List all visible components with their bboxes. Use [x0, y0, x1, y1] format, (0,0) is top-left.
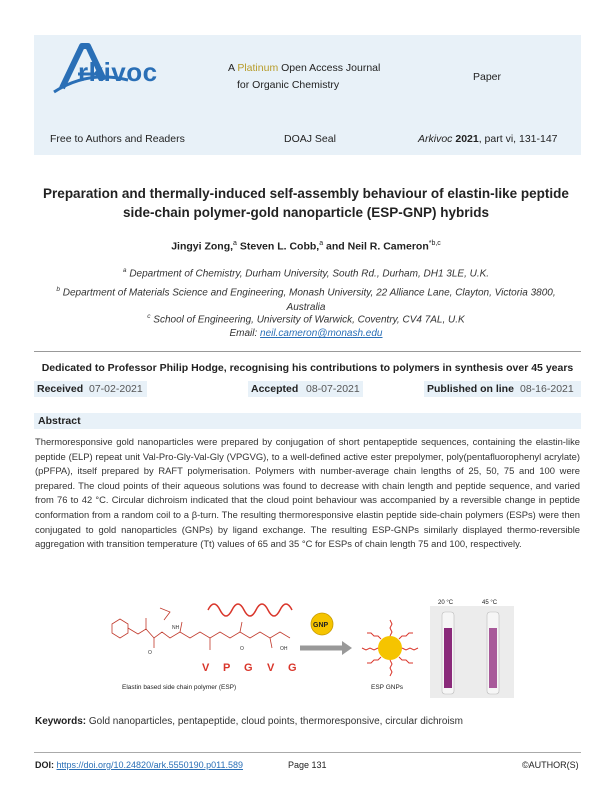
polymer-caption: Elastin based side chain polymer (ESP) — [122, 684, 237, 691]
vpgvg-letter: P — [223, 662, 231, 674]
corresponding-email: Email: neil.cameron@monash.edu — [229, 328, 383, 339]
abstract-body: Thermoresponsive gold nanoparticles were prepared by conjugation of short pentapeptide sequences, containing the elastin-like peptide (ELP) repeat unit Val-Pro-Gly-Val-Gly (VPGVG), to a well-defined active ester prepolymer, poly(pentafluorophenyl acrylate) (pPFPA), itself prepared by RAFT polymerisation. Polymers with number-average chain lengths of 25, 50, 75 and 100 were prepared. The cloud points of their aqueous solutions was found to decrease with chain length and peptide sequence, and varied from 76 to 42 °C. Circular dichroism indicated that the cloud point behaviour was accompanied by a reversible change in peptide conformation from a random coil to a β-turn. The resulting thermoresponsive elastin peptide side-chain polymers (ESPs) were then conjugated to gold nanoparticles (GNPs) by ligand exchange. The resulting ESP-GNPs similarly displayed thermo-reversible aggregation with transition temperature (Tt) values of 65 and 35 °C for ESPs of chain length 75 and 100, respectively. — [35, 436, 580, 550]
published-label: Published on line — [427, 383, 514, 395]
received-date: 07-02-2021 — [89, 383, 143, 395]
affiliation-a: $^a$ Department of Chemistry, Durham University, South Rd., Durham, DH1 3LE, U.K. — [122, 267, 490, 280]
vial-cold-solution — [444, 628, 452, 688]
published-date: 08-16-2021 — [520, 383, 574, 395]
page-number: Page 131 — [288, 760, 327, 770]
keywords: Keywords: Gold nanoparticles, pentapeptide, cloud points, thermoresponsive, circular dichroism — [35, 716, 463, 727]
doi-link[interactable]: https://doi.org/10.24820/ark.5550190.p011.589 — [56, 760, 243, 770]
abstract-heading: Abstract — [38, 415, 81, 427]
journal-tagline-line1: A Platinum Open Access Journal — [228, 62, 381, 74]
accepted-date: 08-07-2021 — [306, 383, 360, 395]
citation: Arkivoc 2021, part vi, 131-147 — [418, 133, 558, 145]
svg-text:O: O — [148, 650, 152, 656]
logo-wordmark: rkivoc — [78, 57, 158, 87]
vpgvg-letter: G — [244, 662, 253, 674]
svg-text:NH: NH — [172, 625, 180, 631]
temp-low-label: 20 °C — [438, 600, 454, 606]
divider — [34, 351, 581, 352]
arrow-head-icon — [342, 641, 352, 655]
copyright: ©AUTHOR(S) — [522, 760, 579, 770]
vpgvg-letter: G — [288, 662, 297, 674]
email-link[interactable]: neil.cameron@monash.edu — [260, 328, 383, 339]
svg-text:OH: OH — [280, 646, 288, 652]
published-box — [424, 381, 581, 397]
elp-wave — [208, 604, 292, 616]
journal-tagline-line2: for Organic Chemistry — [237, 79, 340, 91]
affiliation-b: $^b$ Department of Materials Science and Engineering, Monash University, 22 Alliance Lane, Clayton, Victoria 3800, Australia — [56, 286, 556, 314]
doaj-seal-text: DOAJ Seal — [284, 133, 336, 145]
graphical-abstract — [90, 598, 530, 700]
affiliation-c: $^c$ School of Engineering, University of Warwick, Coventry, CV4 7AL, U.K — [147, 313, 465, 326]
received-label: Received — [37, 383, 84, 395]
doi-line: DOI: https://doi.org/10.24820/ark.5550190.p011.589 — [35, 760, 243, 770]
received-box — [34, 381, 147, 397]
author-list: Jingyi Zong,$^a$ Steven L. Cobb,$^a$ and Neil R. Cameron$^{*b,c}$ — [171, 240, 441, 253]
esp-gnp-particle — [362, 620, 418, 676]
article-type-label: Paper — [473, 71, 502, 83]
abstract-heading-bar — [34, 413, 581, 429]
paper-title: Preparation and thermally-induced self-assembly behaviour of elastin-like peptide side-chain polymer-gold nanoparticle (ESP-GNP) hybrids — [43, 186, 569, 220]
vpgvg-letter: V — [267, 662, 275, 674]
temp-high-label: 45 °C — [482, 600, 498, 606]
svg-text:O: O — [240, 646, 244, 652]
footer-divider — [34, 752, 581, 753]
esp-structure — [112, 608, 290, 650]
vial-hot-solution — [489, 628, 497, 688]
structure-labels — [148, 625, 288, 656]
accepted-label: Accepted — [251, 383, 299, 395]
vpgvg-letter: V — [202, 662, 210, 674]
gnp-label: GNP — [313, 622, 329, 629]
accepted-box — [248, 381, 363, 397]
free-access-text: Free to Authors and Readers — [50, 133, 185, 145]
dedication: Dedicated to Professor Philip Hodge, recognising his contributions to polymers in synthesis over 45 years — [41, 362, 574, 374]
esp-gnps-caption: ESP GNPs — [371, 684, 404, 691]
